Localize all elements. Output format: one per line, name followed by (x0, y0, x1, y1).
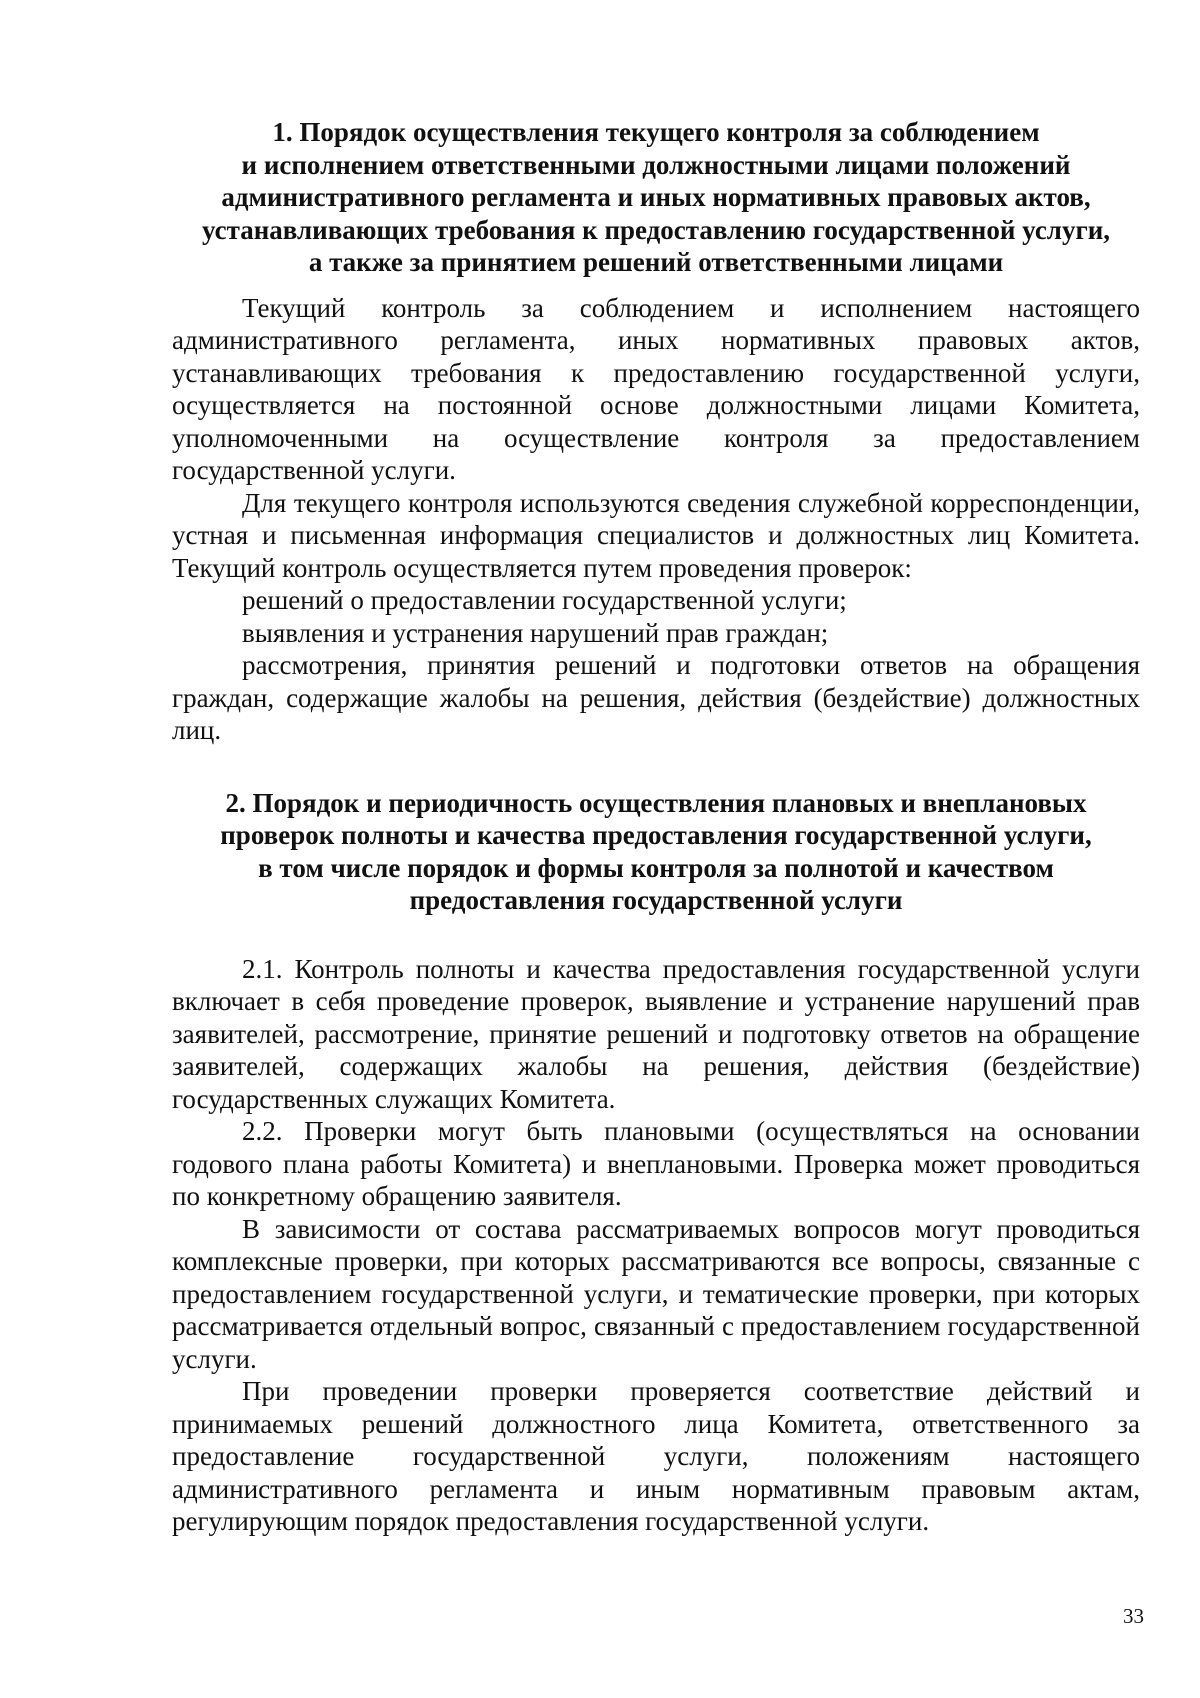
page-number: 33 (1123, 1604, 1144, 1628)
section-1-paragraph: Текущий контроль за соблюдением и исполнением настоящего административного регламента, иных нормативных правовых актов, устанавливающих требования к предоставлению государственной услуги, осуществляется на постоянной основе должностными лицами Комитета, уполномоченными на осуществление контроля за предоставлением государственной услуги. (172, 292, 1140, 485)
section-2-paragraph: 2.2. Проверки могут быть плановыми (осуществляться на основании годового плана работы Комитета) и внеплановыми. Проверка может проводиться по конкретному обращению заявителя. (172, 1116, 1140, 1211)
section-1-list-item: рассмотрения, принятия решений и подготовки ответов на обращения граждан, содержащие жалобы на решения, действия (бездействие) должностных лиц. (172, 650, 1140, 745)
section-2-paragraph: При проведении проверки проверяется соответствие действий и принимаемых решений должностного лица Комитета, ответственного за предоставление государственной услуги, положениям настоящего административного регламента и иным нормативным правовым актам, регулирующим порядок предоставления государственной услуги. (172, 1376, 1140, 1536)
section-2-heading-line: 2. Порядок и периодичность осуществления плановых и внеплановых (225, 787, 1087, 818)
section-1-heading-line: административного регламента и иных нормативных правовых актов, (221, 182, 1091, 212)
section-2-heading-line: проверок полноты и качества предоставления государственной услуги, (220, 820, 1092, 850)
section-1-heading-line: 1. Порядок осуществления текущего контроля за соблюдением (272, 117, 1040, 147)
page-content (172, 116, 1140, 1538)
section-1-heading (172, 116, 1140, 279)
section-2-heading (172, 787, 1140, 917)
section-2-heading-line: предоставления государственной услуги (409, 885, 903, 915)
section-1-heading-line: а также за принятием решений ответственными лицами (308, 247, 1004, 277)
section-1-list-item: решений о предоставлении государственной услуги; (242, 585, 847, 615)
section-2-heading-line: в том числе порядок и формы контроля за полнотой и качеством (258, 852, 1054, 883)
section-2-paragraph: 2.1. Контроль полноты и качества предоставления государственной услуги включает в себя проведение проверок, выявление и устранение нарушений прав заявителей, рассмотрение, принятие решений и подготовку ответов на обращение заявителей, содержащих жалобы на решения, действия (бездействие) государственных служащих Комитета. (172, 953, 1140, 1114)
section-1-paragraph: Для текущего контроля используются сведения служебной корреспонденции, устная и письменная информация специалистов и должностных лиц Комитета. Текущий контроль осуществляется путем проведения проверок: (172, 487, 1140, 583)
section-1-heading-line: устанавливающих требования к предоставлению государственной услуги, (201, 214, 1111, 245)
section-1-heading-line: и исполнением ответственными должностными лицами положений (241, 149, 1071, 180)
section-1-list-item: выявления и устранения нарушений прав граждан; (242, 617, 829, 648)
section-2-paragraph: В зависимости от состава рассматриваемых вопросов могут проводиться комплексные проверки, при которых рассматриваются все вопросы, связанные с предоставлением государственной услуги, и тематические проверки, при которых рассматривается отдельный вопрос, связанный с предоставлением государственной услуги. (172, 1213, 1140, 1374)
